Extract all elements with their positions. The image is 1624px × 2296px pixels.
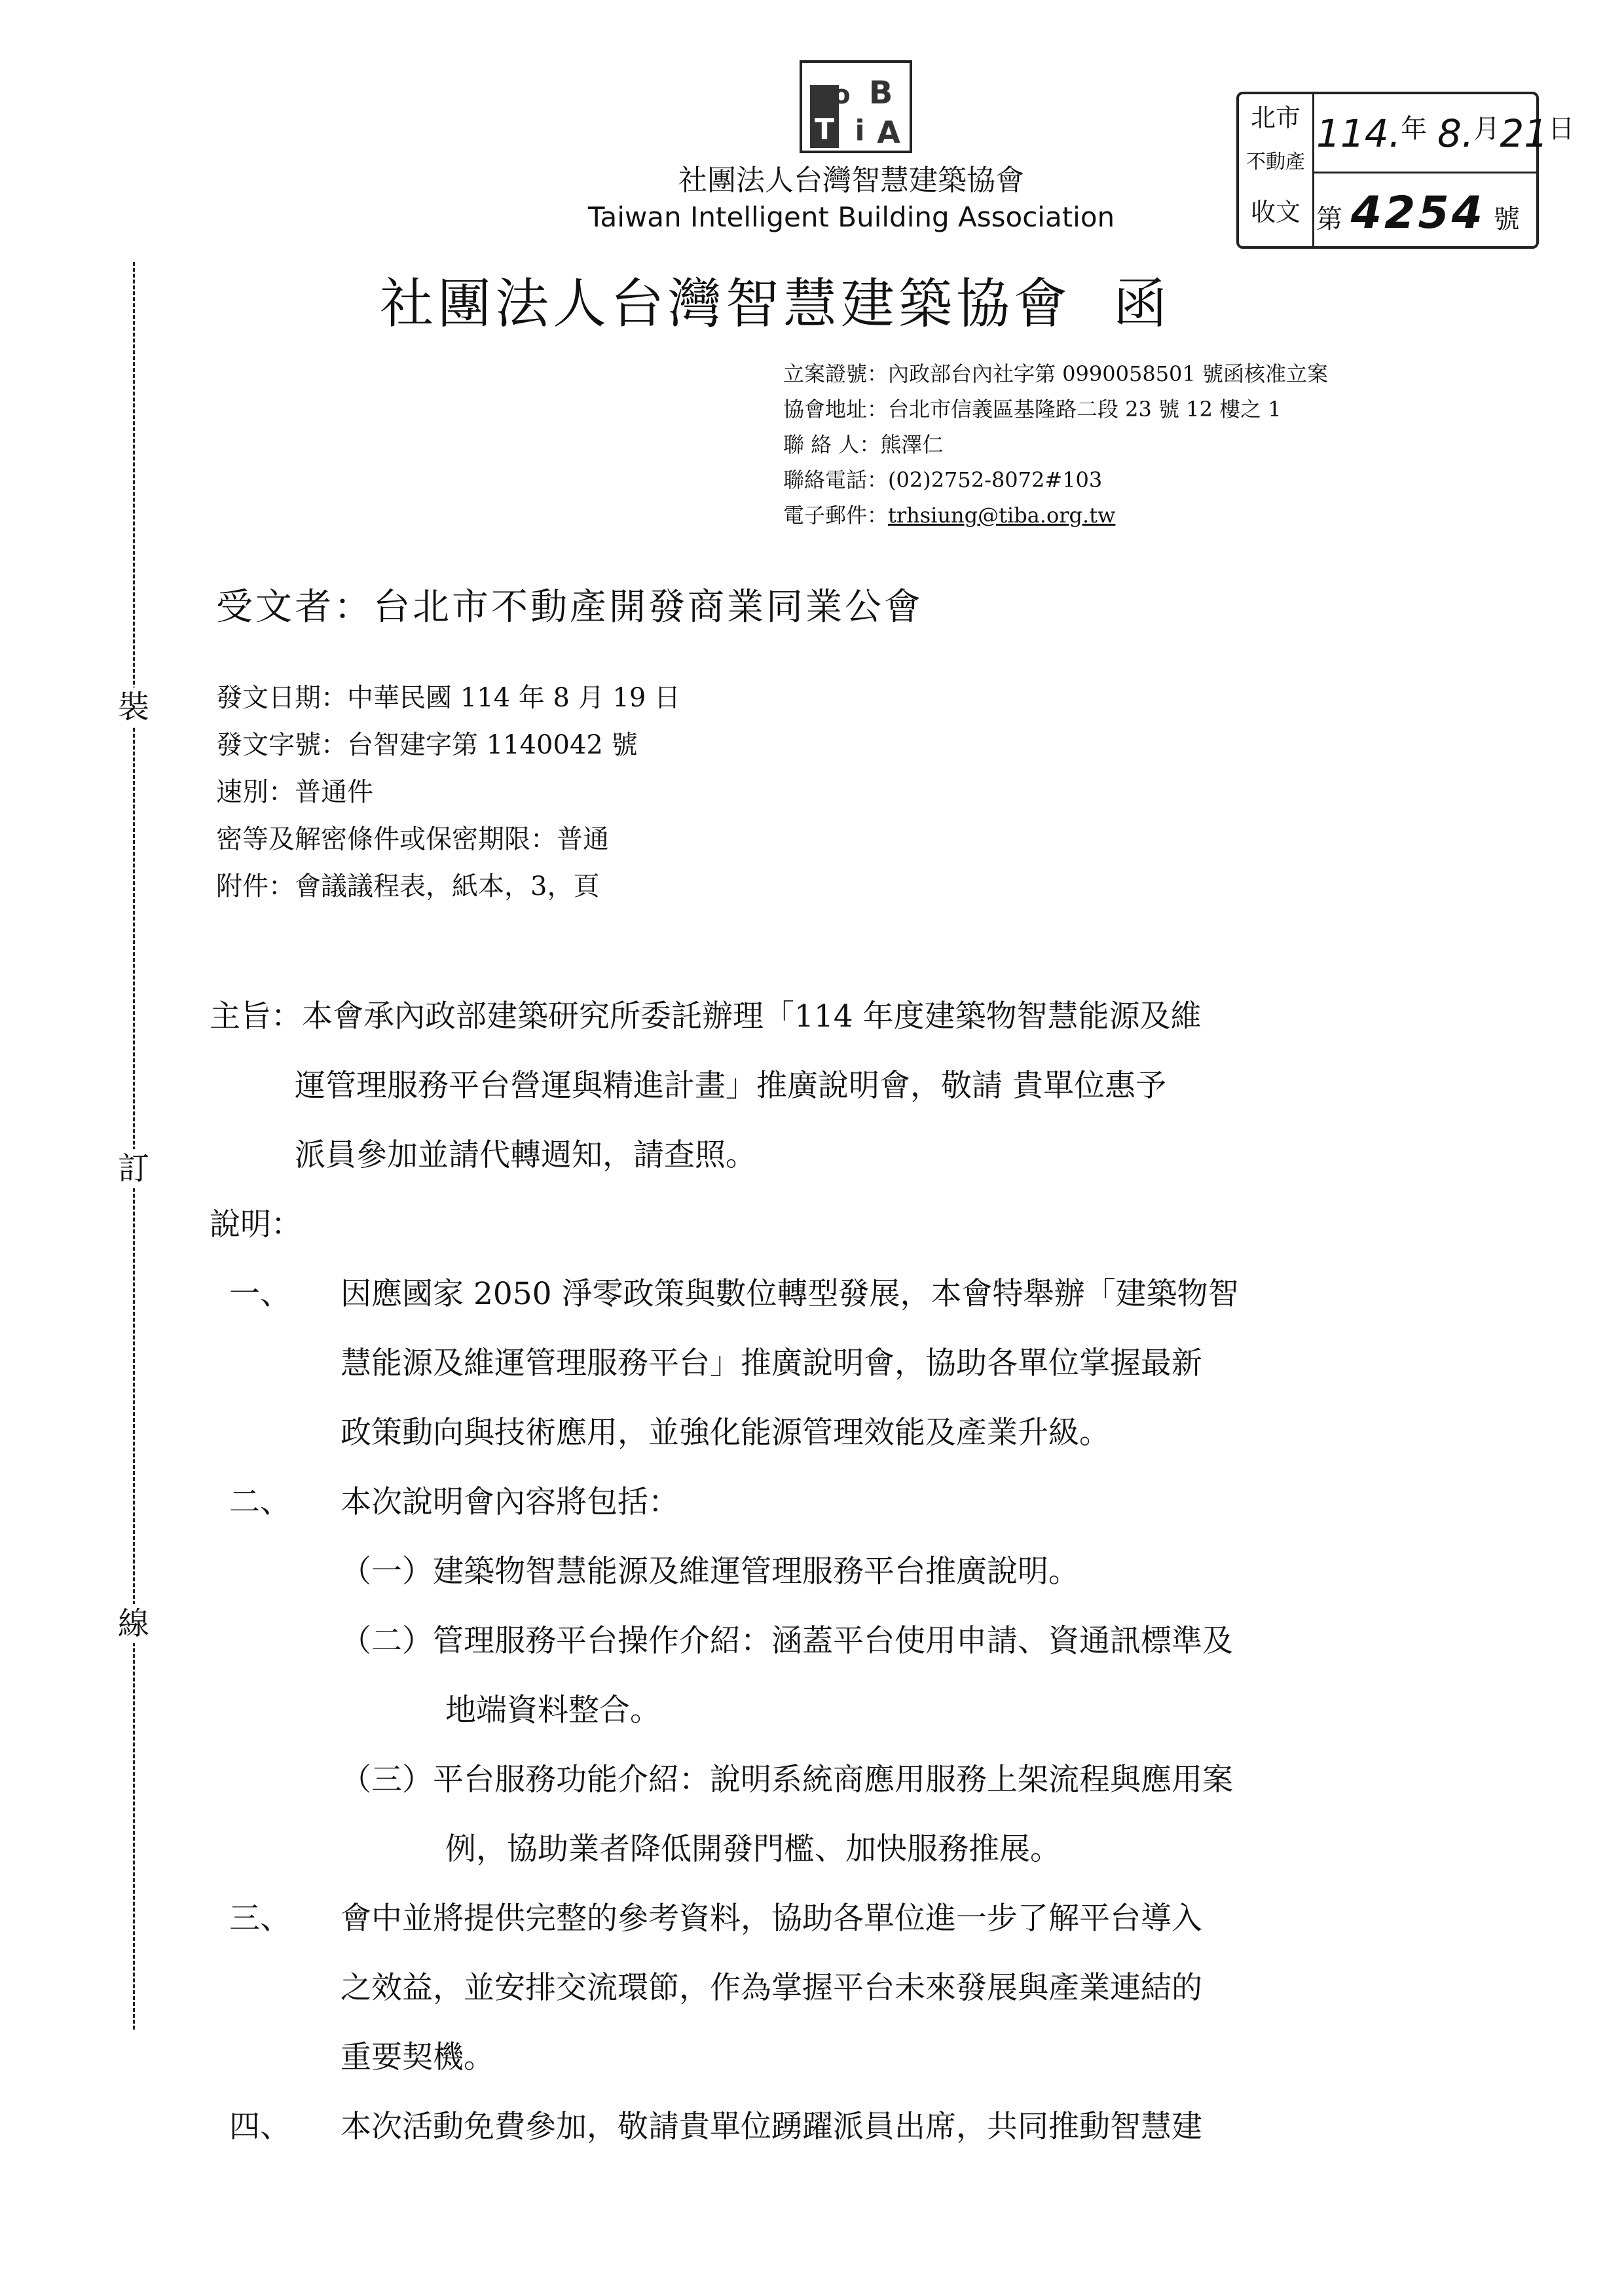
subject-label: 主旨： xyxy=(210,998,302,1034)
logo-letter-t: T xyxy=(814,113,835,146)
contact-block xyxy=(783,356,1504,533)
contact-address: 協會地址：台北市信義區基隆路二段 23 號 12 樓之 1 xyxy=(783,397,1282,422)
sub-item-number: （一） xyxy=(341,1554,433,1590)
stamp-label-real-estate: 不動產 xyxy=(1246,151,1305,173)
stamp-number xyxy=(1316,187,1520,239)
attachments: 附件：會議議程表，紙本，3，頁 xyxy=(216,871,600,902)
item-text-line: 慧能源及維運管理服務平台」推廣說明會，協助各單位掌握最新 xyxy=(341,1345,1202,1381)
logo-name-english: Taiwan Intelligent Building Association xyxy=(587,201,1115,233)
contact-person: 聯 絡 人：熊澤仁 xyxy=(783,432,944,457)
sub-item-text-line: 管理服務平台操作介紹：涵蓋平台使用申請、資通訊標準及 xyxy=(433,1623,1233,1659)
sub-item-text-line: 地端資料整合。 xyxy=(445,1692,661,1728)
binding-mark-middle: 訂 xyxy=(115,1149,152,1188)
stamp-number-prefix: 第 xyxy=(1316,204,1342,234)
item-text-line: 本次說明會內容將包括： xyxy=(341,1484,679,1520)
sub-item-number: （三） xyxy=(341,1762,433,1798)
item-text-line: 之效益，並安排交流環節，作為掌握平台未來發展與產業連結的 xyxy=(341,1970,1202,2006)
issue-date: 發文日期：中華民國 114 年 8 月 19 日 xyxy=(216,683,680,713)
stamp-year: 114. xyxy=(1316,111,1401,156)
recipient: 受文者：台北市不動產開發商業同業公會 xyxy=(216,586,923,629)
explanation-item xyxy=(210,1260,1454,1329)
subject-text-line: 本會承內政部建築研究所委託辦理「114 年度建築物智慧能源及維 xyxy=(302,998,1202,1034)
logo-name-chinese: 社團法人台灣智慧建築協會 xyxy=(678,164,1024,197)
logo-letter-a: A xyxy=(877,115,900,150)
document-title: 社團法人台灣智慧建築協會 函 xyxy=(380,273,1172,335)
logo-letter-b: B xyxy=(868,75,893,111)
contact-phone: 聯絡電話：(02)2752-8072#103 xyxy=(783,467,1103,492)
explanation-item xyxy=(210,1884,1454,1954)
sub-item-text-line: 例，協助業者降低開發門檻、加快服務推展。 xyxy=(445,1831,1061,1867)
stamp-label-city: 北市 xyxy=(1250,103,1301,132)
receipt-stamp xyxy=(1236,92,1575,249)
issue-number: 發文字號：台智建字第 1140042 號 xyxy=(216,730,638,760)
explanation-item xyxy=(210,2092,1454,2162)
item-number: 四、 xyxy=(229,2109,291,2145)
binding-margin-line xyxy=(133,262,135,2030)
sub-item-number: （二） xyxy=(341,1623,433,1659)
subject-line xyxy=(210,982,1454,1051)
confidentiality: 密等及解密條件或保密期限：普通 xyxy=(216,824,609,854)
item-text-line: 政策動向與技術應用，並強化能源管理效能及產業升級。 xyxy=(341,1415,1110,1451)
stamp-year-unit: 年 xyxy=(1401,114,1428,144)
stamp-label-received: 收文 xyxy=(1250,198,1301,227)
subject-text-line: 運管理服務平台營運與精進計畫」推廣說明會，敬請 貴單位惠予 xyxy=(295,1068,1166,1104)
logo-letter-i: i xyxy=(855,114,865,147)
binding-mark-top: 裝 xyxy=(115,687,152,727)
stamp-month: 8. xyxy=(1437,111,1474,156)
stamp-date xyxy=(1316,111,1575,158)
stamp-day: 21 xyxy=(1500,111,1549,156)
contact-email-link[interactable]: trhsiung@tiba.org.tw xyxy=(888,503,1116,528)
sub-item xyxy=(210,1607,1454,1676)
tiba-logo-icon xyxy=(797,58,915,156)
urgency: 速別：普通件 xyxy=(216,777,373,807)
document-meta xyxy=(216,674,680,910)
stamp-divider xyxy=(1312,172,1536,173)
stamp-number-value: 4254 xyxy=(1350,187,1485,239)
item-number: 三、 xyxy=(229,1901,291,1937)
stamp-label-column xyxy=(1239,94,1314,246)
contact-email-label: 電子郵件： xyxy=(783,503,889,528)
contact-email-line xyxy=(783,498,1504,533)
item-text-line: 會中並將提供完整的參考資料，協助各單位進一步了解平台導入 xyxy=(341,1901,1202,1937)
sub-item xyxy=(210,1745,1454,1815)
sub-item-text-line: 平台服務功能介紹：說明系統商應用服務上架流程與應用案 xyxy=(433,1762,1233,1798)
stamp-month-unit: 月 xyxy=(1473,114,1500,144)
sub-item xyxy=(210,1537,1454,1607)
explanation-item xyxy=(210,1468,1454,1537)
document-body xyxy=(210,982,1454,2162)
item-text-line: 重要契機。 xyxy=(341,2039,494,2075)
subject-text-line: 派員參加並請代轉週知，請查照。 xyxy=(295,1137,756,1173)
sub-item-text-line: 建築物智慧能源及維運管理服務平台推廣說明。 xyxy=(433,1554,1079,1590)
item-text-line: 因應國家 2050 淨零政策與數位轉型發展，本會特舉辦「建築物智 xyxy=(341,1276,1239,1312)
contact-registration: 立案證號：內政部台內社字第 0990058501 號函核准立案 xyxy=(783,361,1328,386)
explanation-label: 說明： xyxy=(210,1207,302,1243)
item-text-line: 本次活動免費參加，敬請貴單位踴躍派員出席，共同推動智慧建 xyxy=(341,2109,1202,2145)
item-number: 二、 xyxy=(229,1484,291,1520)
item-number: 一、 xyxy=(229,1276,291,1312)
stamp-number-suffix: 號 xyxy=(1493,204,1520,234)
logo-letter-o: o xyxy=(832,80,851,110)
stamp-day-unit: 日 xyxy=(1548,114,1575,144)
binding-mark-bottom: 線 xyxy=(115,1604,152,1643)
